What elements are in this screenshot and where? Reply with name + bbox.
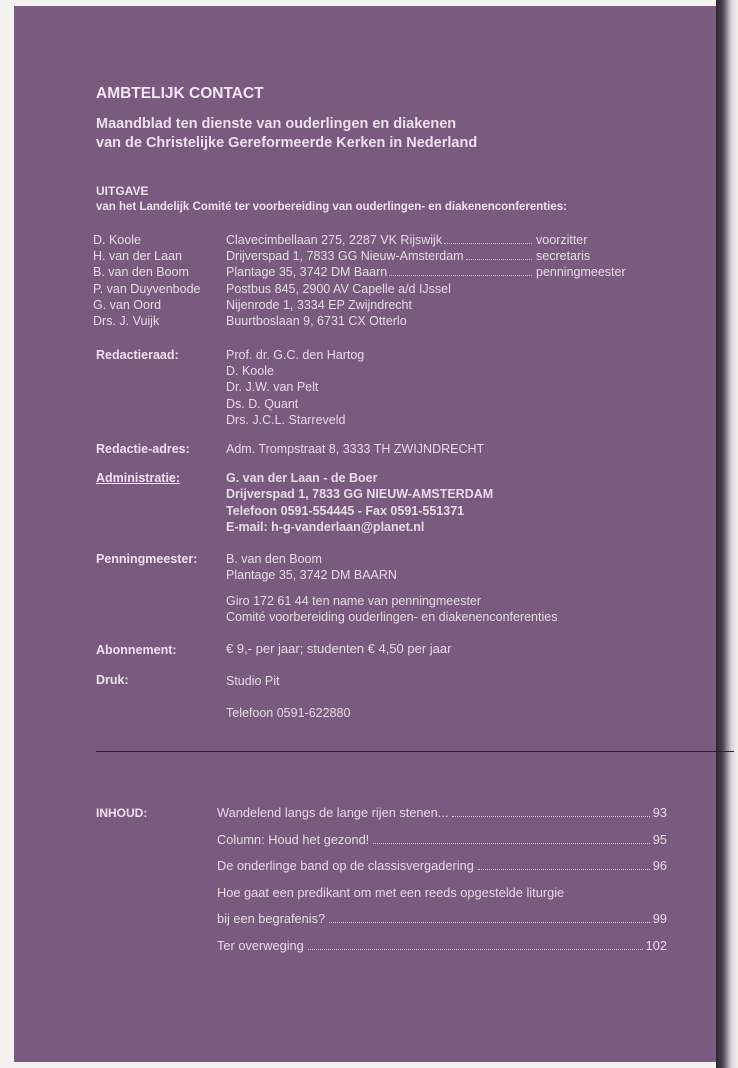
- inhoud-label: INHOUD:: [96, 806, 148, 820]
- penningmeester-details: [226, 551, 397, 583]
- member-name: D. Koole: [93, 233, 141, 247]
- member-name: G. van Oord: [93, 297, 162, 312]
- member-address: Clavecimbellaan 275, 2287 VK Rijswijk: [226, 232, 536, 248]
- editor-name: Prof. dr. G.C. den Hartog: [226, 348, 365, 362]
- member-row: [93, 232, 656, 248]
- subtitle-line-1: Maandblad ten dienste van ouderlingen en diakenen: [96, 116, 457, 132]
- toc-item-title: Ter overweging: [217, 937, 304, 953]
- member-address: Plantage 35, 3742 DM Baarn: [226, 264, 536, 280]
- abonnement-value: € 9,- per jaar; studenten € 4,50 per jaar: [226, 641, 452, 656]
- magazine-title: AMBTELIJK CONTACT: [96, 85, 264, 102]
- penningmeester-address: Plantage 35, 3742 DM BAARN: [226, 568, 397, 583]
- administratie-email: E-mail: h-g-vanderlaan@planet.nl: [226, 520, 425, 535]
- book-spine-shadow: [716, 0, 738, 1068]
- toc-item[interactable]: [217, 938, 667, 965]
- toc-item[interactable]: [217, 805, 667, 832]
- member-role: voorzitter: [536, 233, 588, 247]
- editor-name: Dr. J.W. van Pelt: [226, 380, 319, 395]
- magazine-subtitle: [96, 115, 477, 153]
- toc-item[interactable]: [217, 832, 667, 859]
- editor-name: Ds. D. Quant: [226, 396, 299, 411]
- uitgave-label: UITGAVE: [96, 184, 149, 198]
- member-row: [93, 281, 656, 297]
- redactieraad-label: Redactieraad:: [96, 348, 179, 362]
- toc-item-page: 95: [652, 831, 667, 847]
- administratie-name: G. van der Laan - de Boer: [226, 471, 378, 485]
- uitgave-description: van het Landelijk Comité ter voorbereiding van ouderlingen- en diakenenconferenties:: [96, 201, 567, 213]
- redactieraad-members: [226, 347, 364, 428]
- member-name: P. van Duyvenbode: [93, 281, 201, 296]
- editor-name: D. Koole: [226, 364, 274, 379]
- member-address: Postbus 845, 2900 AV Capelle a/d IJssel: [226, 281, 451, 296]
- giro-details: [226, 593, 557, 625]
- member-row: [93, 313, 656, 329]
- member-role: penningmeester: [536, 265, 626, 280]
- table-of-contents: [217, 805, 667, 965]
- toc-item-title: Wandelend langs de lange rijen stenen...: [217, 805, 449, 820]
- committee-members-list: [93, 232, 656, 329]
- member-address: Buurtboslaan 9, 6731 CX Otterlo: [226, 314, 407, 329]
- toc-item[interactable]: [217, 858, 667, 885]
- member-name: B. van den Boom: [93, 265, 189, 280]
- toc-item-title: Hoe gaat een predikant om met een reeds opgestelde liturgie: [217, 884, 565, 900]
- member-row: [93, 248, 656, 264]
- giro-number: Giro 172 61 44 ten name van penningmeester: [226, 594, 482, 608]
- abonnement-label: Abonnement:: [96, 643, 177, 657]
- member-address: Drijverspad 1, 7833 GG Nieuw-Amsterdam: [226, 248, 536, 264]
- magazine-inner-cover: [14, 6, 716, 1062]
- toc-item[interactable]: [217, 885, 667, 912]
- member-role: secretaris: [536, 249, 591, 264]
- editor-name: Drs. J.C.L. Starreveld: [226, 412, 346, 427]
- toc-item[interactable]: [217, 911, 667, 938]
- toc-item-page: 102: [645, 937, 667, 953]
- member-name: H. van der Laan: [93, 249, 182, 264]
- giro-name: Comité voorbereiding ouderlingen- en diakenenconferenties: [226, 610, 558, 625]
- administratie-address: Drijverspad 1, 7833 GG NIEUW-AMSTERDAM: [226, 487, 494, 502]
- penningmeester-label: Penningmeester:: [96, 552, 198, 566]
- redactie-adres-label: Redactie-adres:: [96, 442, 190, 456]
- druk-value: Studio Pit: [226, 674, 280, 688]
- toc-item-page: 93: [652, 805, 667, 820]
- toc-item-page: 99: [652, 911, 667, 927]
- member-name: Drs. J. Vuijk: [93, 314, 160, 329]
- druk-phone: Telefoon 0591-622880: [226, 706, 351, 720]
- administratie-details: [226, 470, 493, 536]
- administratie-phone: Telefoon 0591-554445 - Fax 0591-551371: [226, 503, 465, 518]
- toc-item-page: 96: [652, 858, 667, 874]
- subtitle-line-2: van de Christelijke Gereformeerde Kerken in Nederland: [96, 135, 478, 151]
- toc-item-title: bij een begrafenis?: [217, 911, 326, 927]
- administratie-label: Administratie:: [96, 471, 181, 485]
- druk-label: Druk:: [96, 673, 129, 687]
- member-address: Nijenrode 1, 3334 EP Zwijndrecht: [226, 297, 412, 312]
- member-row: [93, 297, 656, 313]
- toc-item-title: De onderlinge band op de classisvergadering: [217, 858, 474, 874]
- member-row: [93, 264, 656, 280]
- section-divider: [96, 751, 734, 752]
- redactie-adres-value: Adm. Trompstraat 8, 3333 TH ZWIJNDRECHT: [226, 442, 485, 456]
- penningmeester-name: B. van den Boom: [226, 552, 322, 566]
- toc-item-title: Column: Houd het gezond!: [217, 831, 370, 847]
